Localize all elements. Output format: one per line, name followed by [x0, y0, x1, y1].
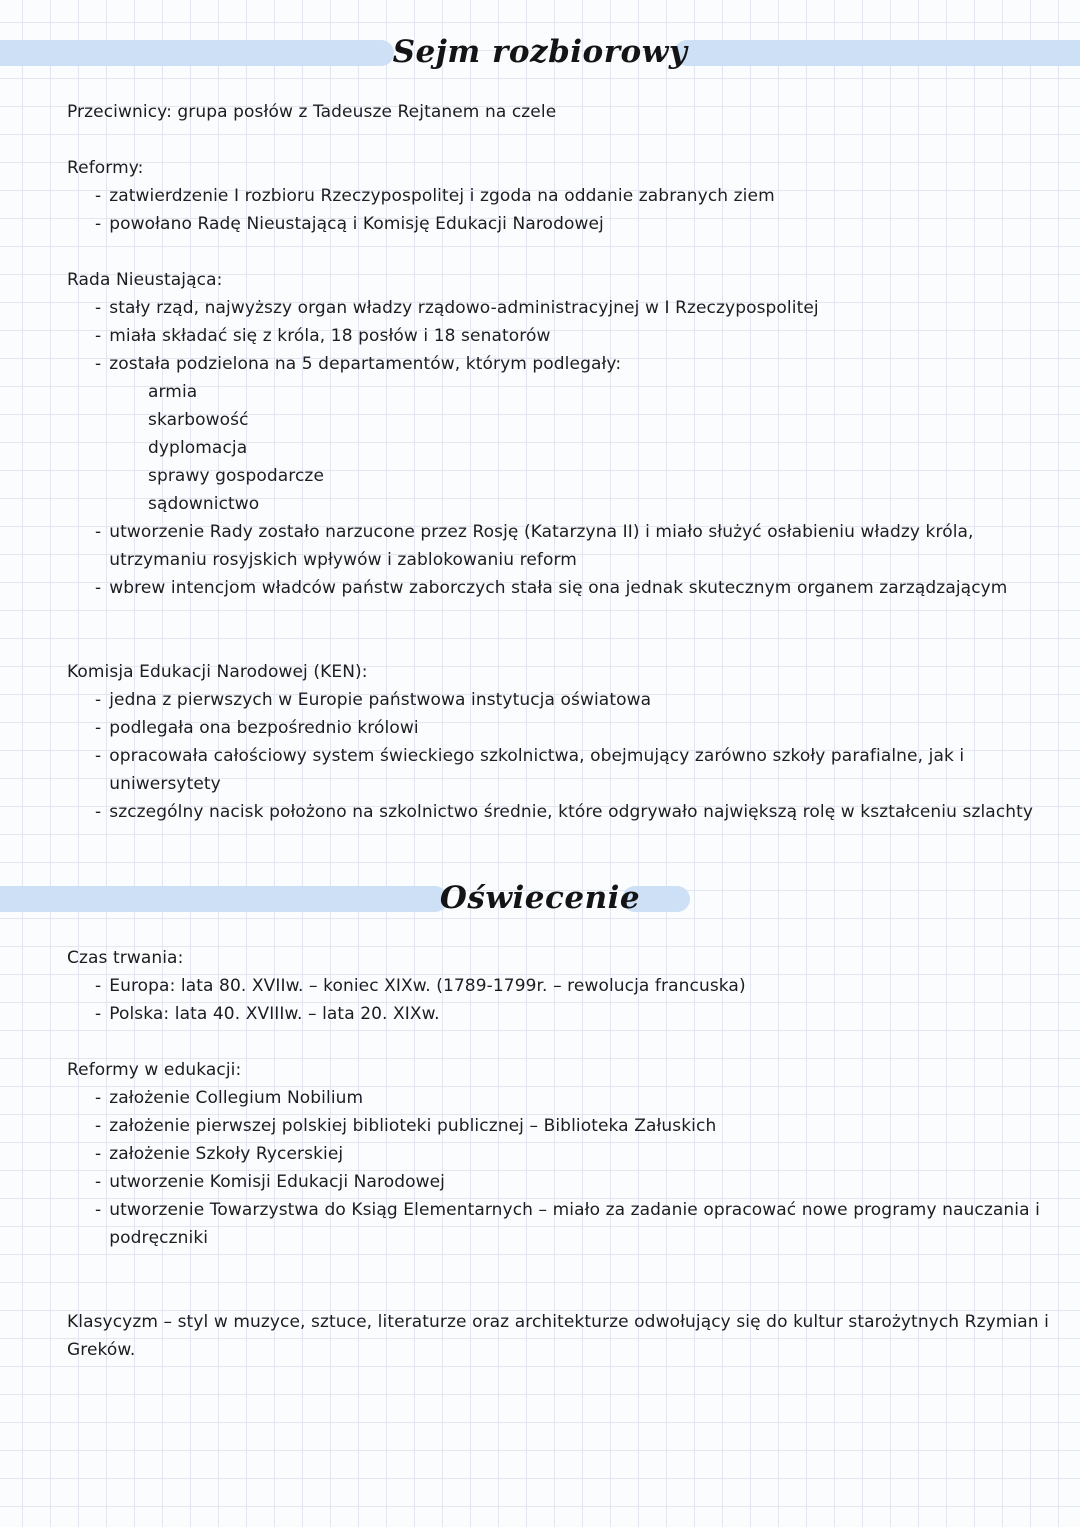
list-item-text: zatwierdzenie I rozbioru Rzeczypospolitej i zgoda na oddanie zabranych ziem: [109, 186, 775, 206]
list-item-text: opracowała całościowy system świeckiego szkolnictwa, obejmujący zarówno szkoły parafialne, jak i uniwersytety: [109, 746, 965, 794]
dash-bullet: -: [95, 326, 102, 346]
sub-list-item: skarbowość: [148, 410, 249, 430]
dash-bullet: -: [95, 522, 102, 542]
block-label-reformy-edukacji: Reformy w edukacji:: [67, 1060, 242, 1080]
dash-bullet: -: [95, 1116, 102, 1136]
dash-bullet: -: [95, 298, 102, 318]
list-item: [95, 518, 1052, 574]
list-item: [95, 350, 1052, 378]
list-item-text: założenie Collegium Nobilium: [109, 1088, 364, 1108]
dash-bullet: -: [95, 1088, 102, 1108]
dash-bullet: -: [95, 746, 102, 766]
dash-bullet: -: [95, 578, 102, 598]
sub-list-item: armia: [148, 382, 198, 402]
dash-bullet: -: [95, 1004, 102, 1024]
list-item-text: jedna z pierwszych w Europie państwowa instytucja oświatowa: [109, 690, 652, 710]
list-item: [95, 714, 1052, 742]
block-label-ken: Komisja Edukacji Narodowej (KEN):: [67, 662, 368, 682]
list-reformy: [67, 182, 1052, 238]
dash-bullet: -: [95, 1144, 102, 1164]
list-rada: [67, 294, 1052, 602]
list-item-text: stały rząd, najwyższy organ władzy rządowo-administracyjnej w I Rzeczypospolitej: [109, 298, 819, 318]
list-item-text: Europa: lata 80. XVIIw. – koniec XIXw. (1789-1799r. – rewolucja francuska): [109, 976, 746, 996]
list-reformy-edukacji: [67, 1084, 1052, 1252]
dash-bullet: -: [95, 802, 102, 822]
list-item: [95, 972, 1052, 1000]
dash-bullet: -: [95, 976, 102, 996]
list-item-text: Polska: lata 40. XVIIIw. – lata 20. XIXw.: [109, 1004, 440, 1024]
list-item-text: utworzenie Rady zostało narzucone przez Rosję (Katarzyna II) i miało służyć osłabieniu władzy króla, utrzymaniu rosyjskich wpływów i zablokowaniu reform: [109, 522, 974, 570]
list-item: [95, 1196, 1052, 1252]
dash-bullet: -: [95, 1200, 102, 1220]
block-label-rada: Rada Nieustająca:: [67, 270, 223, 290]
list-ken: [67, 686, 1052, 826]
text-klasycyzm: Klasycyzm – styl w muzyce, sztuce, literaturze oraz architekturze odwołujący się do kultur starożytnych Rzymian i Greków.: [67, 1312, 1049, 1360]
block-label-czas: Czas trwania:: [67, 948, 184, 968]
list-item: [95, 1140, 1052, 1168]
list-item-text: założenie Szkoły Rycerskiej: [109, 1144, 344, 1164]
list-czas: [67, 972, 1052, 1028]
dash-bullet: -: [95, 718, 102, 738]
dash-bullet: -: [95, 214, 102, 234]
dash-bullet: -: [95, 690, 102, 710]
list-item: [95, 1000, 1052, 1028]
sub-list-item: dyplomacja: [148, 438, 248, 458]
list-item: [95, 294, 1052, 322]
list-item-text: miała składać się z króla, 18 posłów i 18 senatorów: [109, 326, 551, 346]
dash-bullet: -: [95, 1172, 102, 1192]
list-item: [95, 1168, 1052, 1196]
list-item-text: została podzielona na 5 departamentów, którym podlegały:: [109, 354, 622, 374]
list-item: [95, 182, 1052, 210]
list-item-text: wbrew intencjom władców państw zaborczych stała się ona jednak skutecznym organem zarządzającym: [109, 578, 1008, 598]
section-header-sejm: [0, 30, 1080, 76]
list-item-text: założenie pierwszej polskiej biblioteki publicznej – Biblioteka Załuskich: [109, 1116, 717, 1136]
sub-list-item: sprawy gospodarcze: [148, 466, 325, 486]
text-line-przeciwnicy: Przeciwnicy: grupa posłów z Tadeusze Rejtanem na czele: [67, 102, 557, 122]
list-item: [95, 1112, 1052, 1140]
list-item: [95, 210, 1052, 238]
list-item: [95, 798, 1052, 826]
list-item: [95, 322, 1052, 350]
section-header-oswiecenie: [0, 876, 1080, 922]
list-item-text: utworzenie Komisji Edukacji Narodowej: [109, 1172, 445, 1192]
list-item: [95, 742, 1052, 798]
section-sejm-content: [0, 76, 1080, 826]
list-item-text: powołano Radę Nieustającą i Komisję Edukacji Narodowej: [109, 214, 604, 234]
list-item: [95, 574, 1052, 602]
section-title-sejm: Sejm rozbiorowy: [392, 34, 688, 70]
list-item-text: utworzenie Towarzystwa do Ksiąg Elementarnych – miało za zadanie opracować nowe programy nauczania i podręczniki: [109, 1200, 1040, 1248]
list-item-text: szczególny nacisk położono na szkolnictwo średnie, które odgrywało największą rolę w kształceniu szlachty: [109, 802, 1034, 822]
list-item: [95, 686, 1052, 714]
sub-list-item: sądownictwo: [148, 494, 260, 514]
section-title-oswiecenie: Oświecenie: [439, 880, 641, 916]
list-item: [95, 1084, 1052, 1112]
block-label-reformy: Reformy:: [67, 158, 144, 178]
section-oswiecenie-content: [0, 922, 1080, 1364]
dash-bullet: -: [95, 186, 102, 206]
dash-bullet: -: [95, 354, 102, 374]
list-item-text: podlegała ona bezpośrednio królowi: [109, 718, 419, 738]
